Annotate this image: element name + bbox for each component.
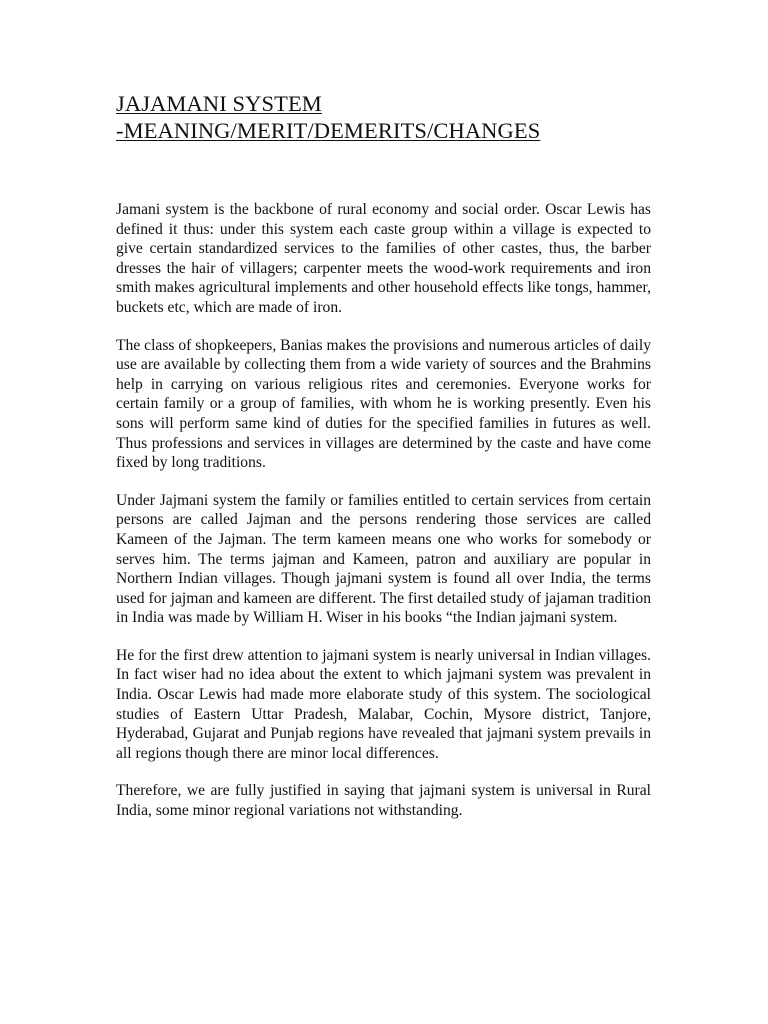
title-line-1: JAJAMANI SYSTEM: [116, 91, 322, 116]
document-title: [116, 90, 651, 144]
paragraph-1: Jamani system is the backbone of rural economy and social order. Oscar Lewis has defined it thus: under this system each caste group within a village is expected to give certain standardized services to the families of other castes, thus, the barber dresses the hair of villagers; carpenter meets the wood-work requirements and iron smith makes agricultural implements and other household effects like tongs, hammer, buckets etc, which are made of iron.: [116, 201, 651, 316]
paragraph-2: The class of shopkeepers, Banias makes the provisions and numerous articles of daily use are available by collecting them from a wide variety of sources and the Brahmins help in carrying on various religious rites and ceremonies. Everyone works for certain family or a group of families, with whom he is working presently. Even his sons will perform same kind of duties for the specified families in futures as well. Thus professions and services in villages are determined by the caste and have come fixed by long traditions.: [116, 336, 651, 472]
document-content: [116, 90, 651, 839]
title-line-2: -MEANING/MERIT/DEMERITS/CHANGES: [116, 118, 541, 143]
paragraph-5: Therefore, we are fully justified in saying that jajmani system is universal in Rural India, some minor regional variations not withstanding.: [116, 782, 651, 820]
paragraph-4: He for the first drew attention to jajmani system is nearly universal in Indian villages. In fact wiser had no idea about the extent to which jajmani system was prevalent in India. Oscar Lewis had made more elaborate study of this system. The sociological studies of Eastern Uttar Pradesh, Malabar, Cochin, Mysore district, Tanjore, Hyderabad, Gujarat and Punjab regions have revealed that jajmani system prevails in all regions though there are minor local differences.: [116, 646, 651, 762]
paragraph-3: Under Jajmani system the family or families entitled to certain services from certain persons are called Jajman and the persons rendering those services are called Kameen of the Jajman. The term kameen means one who works for somebody or serves him. The terms jajman and Kameen, patron and auxiliary are popular in Northern Indian villages. Though jajmani system is found all over India, the terms used for jajman and kameen are different. The first detailed study of jajaman tradition in India was made by William H. Wiser in his books “the Indian jajmani system.: [116, 491, 651, 627]
document-body: [116, 200, 651, 821]
